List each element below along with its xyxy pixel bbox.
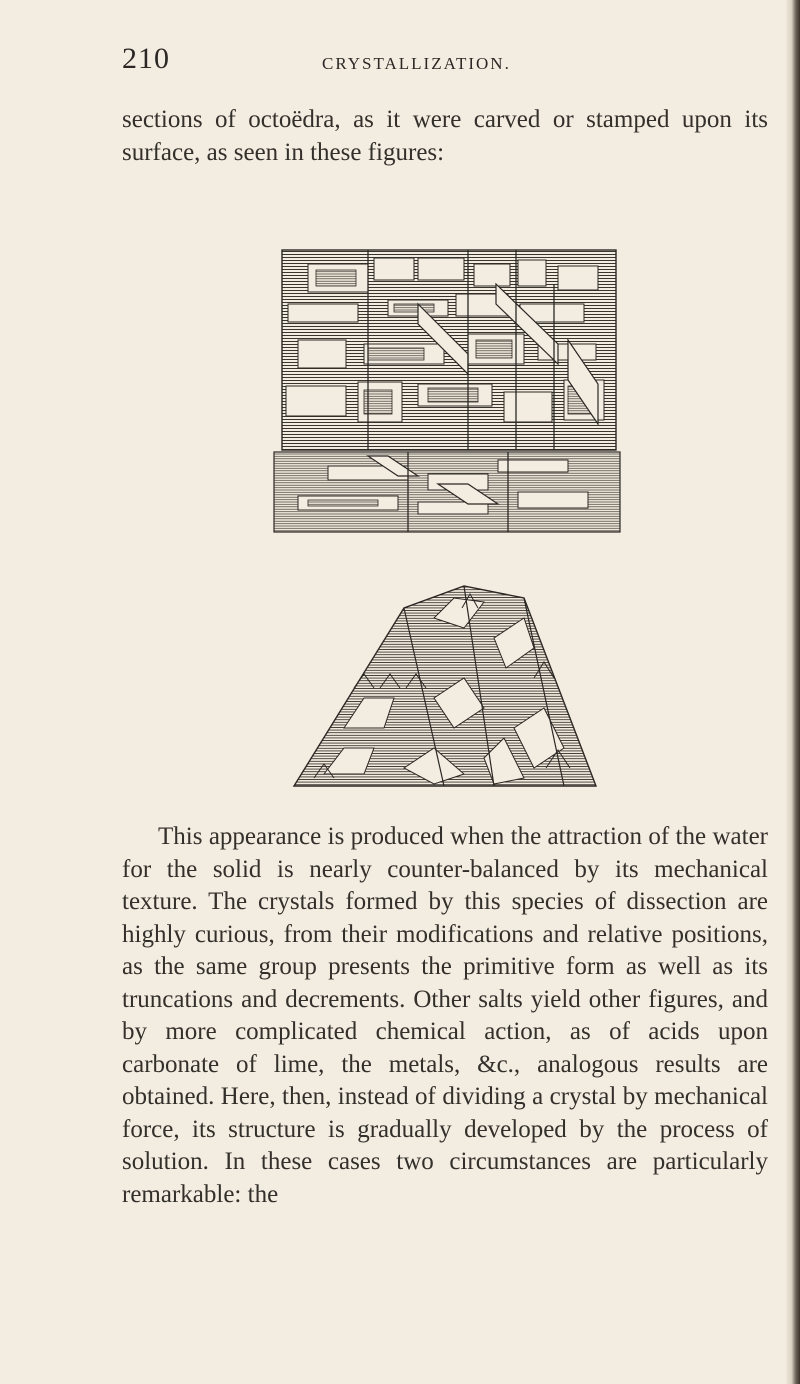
figure-etching-perspective-illustration — [284, 578, 602, 790]
paragraph-intro: sections of octoëdra, as it were carved or stamped upon its surface, as seen in these figures: — [122, 106, 768, 166]
page-header — [122, 42, 682, 82]
running-title: CRYSTALLIZATION. — [322, 54, 511, 73]
figure-crystal-etching-perspective — [284, 578, 602, 790]
page-edge — [786, 0, 800, 1384]
figure-crystal-etching-plan — [268, 244, 626, 538]
page-number: 210 — [122, 42, 170, 75]
paragraph-main: This appearance is produced when the attraction of the water for the solid is nearly counter-balanced by its mechanical texture. The crystals formed by this species of dissection are highly curious, from their modifications and relative positions, as the same group presents the primitive form as well as its truncations and decrements. Other salts yield other figures, and by more complicated chemical action, as of acids upon carbonate of lime, the metals, &c., analogous results are obtained. Here, then, instead of dividing a crystal by mechanical force, its structure is gradually developed by the process of solution. In these cases two circumstances are particularly remarkable: the — [122, 823, 768, 1208]
figure-etching-plan-illustration — [268, 244, 626, 538]
